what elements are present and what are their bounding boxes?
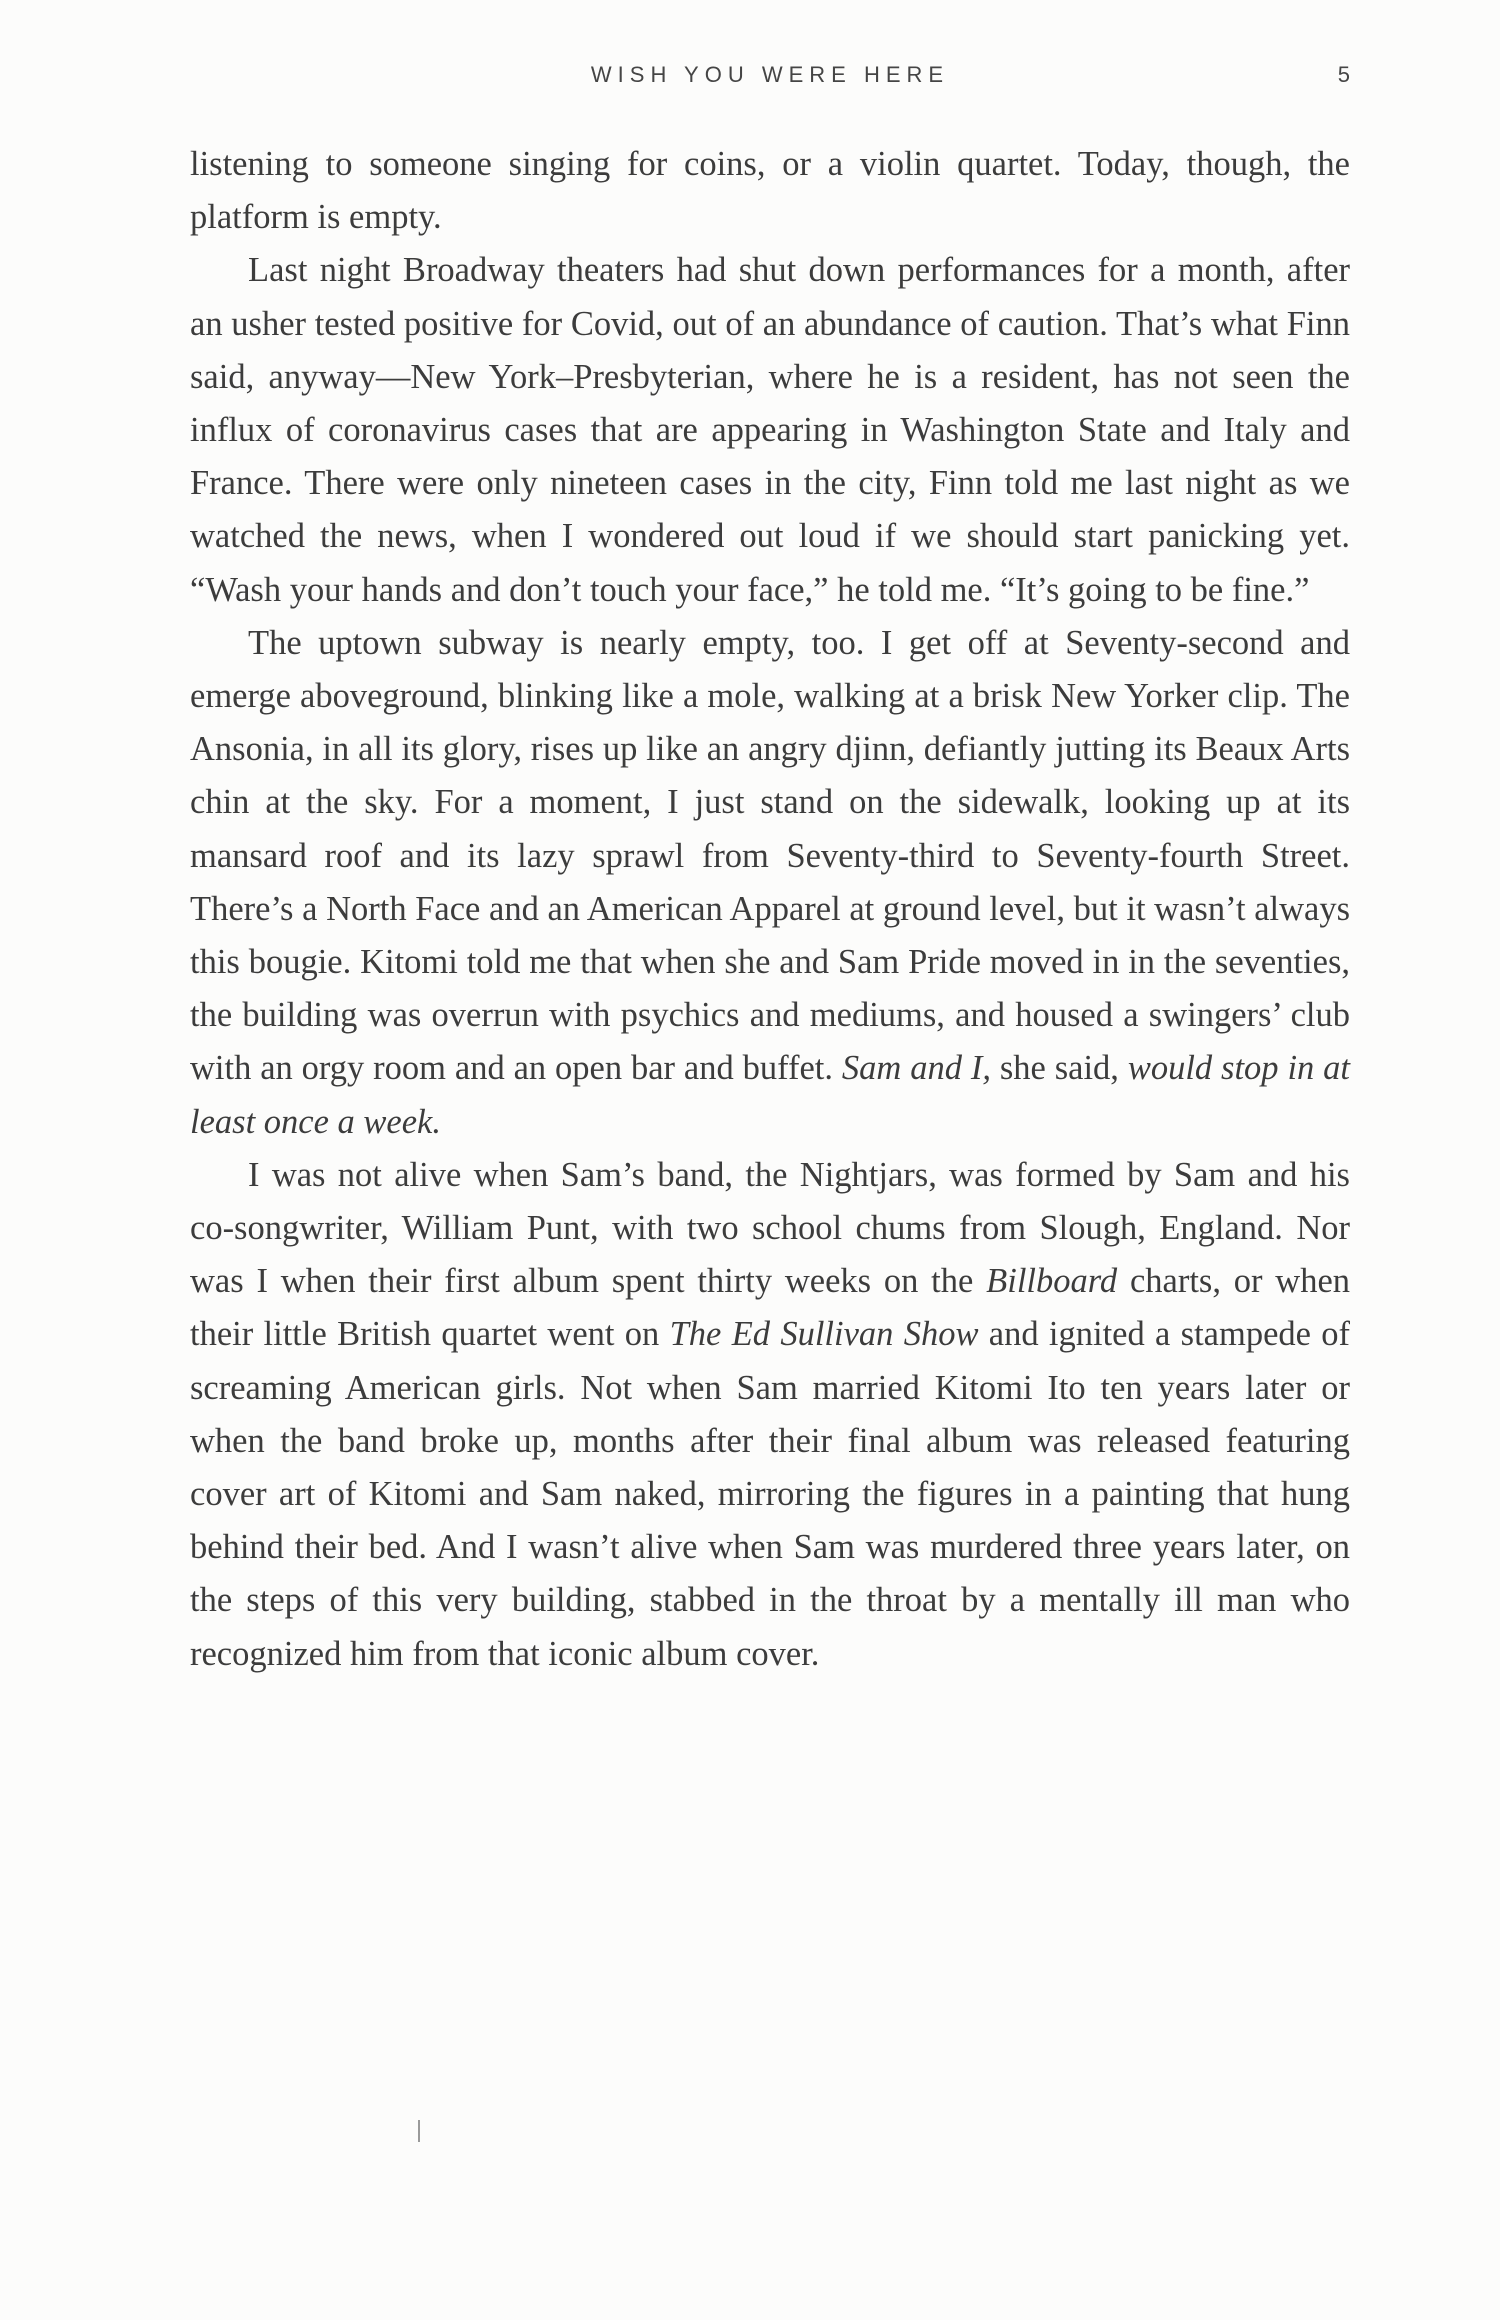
paragraph-continuation bbox=[190, 138, 1350, 244]
running-head: WISH YOU WERE HERE bbox=[590, 62, 950, 87]
italic-quote: Sam and I, bbox=[841, 1049, 991, 1088]
page-header bbox=[190, 62, 1350, 112]
paragraph bbox=[190, 244, 1350, 616]
text-run: and ignited a stampede of screaming American girls. Not when Sam married Kitomi Ito ten years later or when the band broke up, months after their final album was released featuring cover art of Kitomi and Sam naked, mirroring the figures in a painting that hung behind their bed. And I wasn’t alive when Sam was murdered three years later, on the steps of this very building, stabbed in the throat by a mentally ill man who recognized him from that iconic album cover. bbox=[190, 1315, 1350, 1673]
text-run: she said, bbox=[999, 1049, 1119, 1088]
page-number: 5 bbox=[1337, 62, 1350, 87]
scan-mark bbox=[418, 2120, 420, 2142]
text-run: charts, or when their little British quartet went on bbox=[190, 1262, 1351, 1354]
text-run: Last night Broadway theaters had shut down performances for a month, after an usher tested positive for Covid, out of an abundance of caution. That’s what Finn said, anyway—New York–Presbyterian, where he is a resident, has not seen the influx of coronavirus cases that are appearing in Washington State and Italy and France. There were only nineteen cases in the city, Finn told me last night as we watched the news, when I wondered out loud if we should start panicking yet. “Wash your hands and don’t touch your face,” he told me. “It’s going to be fine.” bbox=[190, 251, 1350, 609]
paragraph bbox=[190, 1149, 1350, 1681]
italic-title: The Ed Sullivan Show bbox=[669, 1315, 979, 1354]
italic-quote: would stop in at least once a week. bbox=[190, 1049, 1350, 1141]
italic-title: Billboard bbox=[986, 1262, 1118, 1301]
text-run: I was not alive when Sam’s band, the Nightjars, was formed by Sam and his co-songwriter, William Punt, with two school chums from Slough, England. Nor was I when their first album spent thirty weeks on the bbox=[190, 1155, 1350, 1301]
text-run: The uptown subway is nearly empty, too. I get off at Seventy-second and emerge aboveground, blinking like a mole, walking at a brisk New Yorker clip. The Ansonia, in all its glory, rises up like an angry djinn, defiantly jutting its Beaux Arts chin at the sky. For a moment, I just stand on the sidewalk, looking up at its mansard roof and its lazy sprawl from Seventy-third to Seventy-fourth Street. There’s a North Face and an American Apparel at ground level, but it wasn’t always this bougie. Kitomi told me that when she and Sam Pride moved in in the seventies, the building was overrun with psychics and mediums, and housed a swingers’ club with an orgy room and an open bar and buffet. bbox=[190, 623, 1350, 1088]
text-run: listening to someone singing for coins, or a violin quartet. Today, though, the platform is empty. bbox=[190, 145, 1350, 237]
paragraph bbox=[190, 617, 1350, 1149]
body-text bbox=[190, 138, 1350, 1681]
